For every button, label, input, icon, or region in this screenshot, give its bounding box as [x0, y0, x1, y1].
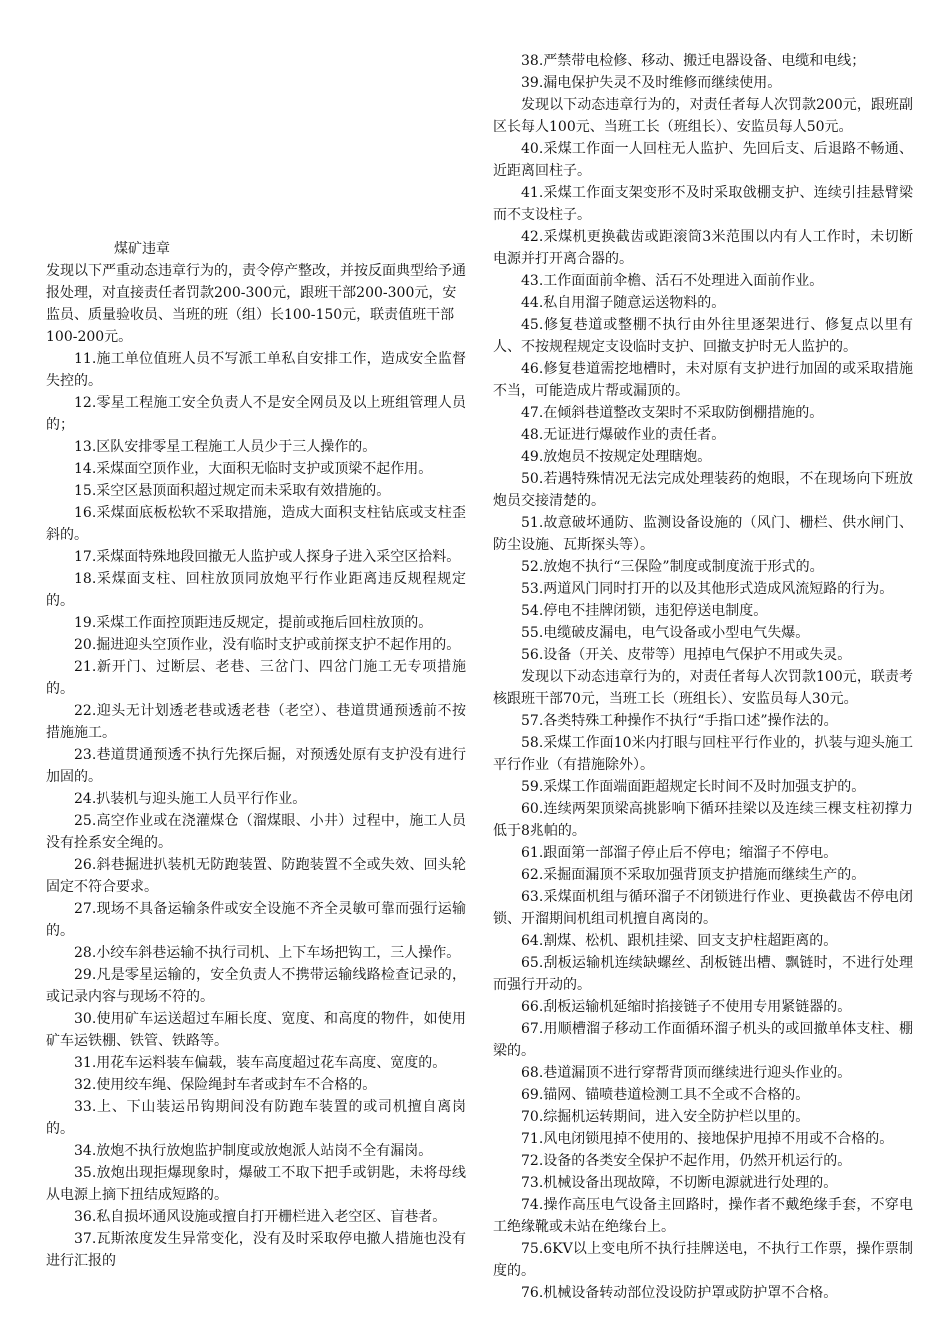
rule-item: 73.机械设备出现故障，不切断电源就进行处理的。 — [521, 1175, 838, 1191]
rule-item: 14.采煤面空顶作业，大面积无临时支护或顶梁不起作用。 — [74, 461, 433, 477]
rule-item: 28.小绞车斜巷运输不执行司机、上下车场把钩工，三人操作。 — [74, 945, 461, 961]
rule-item: 76.机械设备转动部位没设防护罩或防护罩不合格。 — [521, 1285, 838, 1301]
rule-item: 43.工作面面前伞檐、活石不处理进入面前作业。 — [521, 273, 824, 289]
left-column — [46, 238, 466, 1272]
document-title: 煤矿违章 — [114, 241, 170, 257]
rule-item: 62.采掘面漏顶不采取加强背顶支护措施而继续生产的。 — [521, 867, 866, 883]
rule-item: 65.刮板运输机连续缺螺丝、刮板链出槽、飘链时，不进行处理而强行开动的。 — [493, 955, 913, 993]
rule-item: 59.采煤工作面端面距超规定长时间不及时加强支护的。 — [521, 779, 866, 795]
rule-item: 30.使用矿车运送超过车厢长度、宽度、和高度的物件，如使用矿车运铁棚、铁管、铁路等。 — [46, 1011, 466, 1049]
left-item-list — [46, 348, 466, 1272]
rule-item: 47.在倾斜巷道整改支架时不采取防倒棚措施的。 — [521, 405, 824, 421]
rule-item: 20.掘进迎头空顶作业，没有临时支护或前探支护不起作用的。 — [74, 637, 461, 653]
rule-item: 63.采煤面机组与循环溜子不闭锁进行作业、更换截齿不停电闭锁、开溜期间机组司机擅自离岗的。 — [493, 889, 913, 927]
rule-item: 48.无证进行爆破作业的责任者。 — [521, 427, 726, 443]
rule-item: 69.锚网、锚喷巷道检测工具不全或不合格的。 — [521, 1087, 810, 1103]
rule-item: 37.瓦斯浓度发生异常变化，没有及时采取停电撤人措施也没有进行汇报的 — [46, 1231, 466, 1269]
rule-item: 34.放炮不执行放炮监护制度或放炮派人站岗不全有漏岗。 — [74, 1143, 433, 1159]
rule-item: 61.跟面第一部溜子停止后不停电；缩溜子不停电。 — [521, 845, 838, 861]
rule-item: 49.放炮员不按规定处理瞎炮。 — [521, 449, 712, 465]
rule-item: 25.高空作业或在浇灌煤仓（溜煤眼、小井）过程中，施工人员没有拴系安全绳的。 — [46, 813, 466, 851]
rule-item: 15.采空区悬顶面积超过规定而未采取有效措施的。 — [74, 483, 391, 499]
rule-item: 55.电缆破皮漏电，电气设备或小型电气失爆。 — [521, 625, 810, 641]
rule-item: 50.若遇特殊情况无法完成处理装药的炮眼，不在现场向下班放炮员交接清楚的。 — [493, 471, 913, 509]
rule-item: 40.采煤工作面一人回柱无人监护、先回后支、后退路不畅通、近距离回柱子。 — [493, 141, 913, 179]
rule-item: 19.采煤工作面控顶距违反规定，提前或拖后回柱放顶的。 — [74, 615, 433, 631]
rule-item: 22.迎头无计划透老巷或透老巷（老空）、巷道贯通预透前不按措施施工。 — [46, 703, 466, 741]
rule-item: 11.施工单位值班人员不写派工单私自安排工作，造成安全监督失控的。 — [46, 351, 466, 389]
rule-item: 46.修复巷道需挖地槽时，未对原有支护进行加固的或采取措施不当，可能造成片帮或漏顶的。 — [493, 361, 913, 399]
rule-item: 74.操作高压电气设备主回路时，操作者不戴绝缘手套，不穿电工绝缘靴或未站在绝缘台上。 — [493, 1197, 913, 1235]
rule-item: 70.综掘机运转期间，进入安全防护栏以里的。 — [521, 1109, 810, 1125]
rule-item: 51.故意破坏通防、监测设备设施的（风门、栅栏、供水闸门、防尘设施、瓦斯探头等）。 — [493, 515, 913, 553]
rule-item: 31.用花车运料装车偏载，装车高度超过花车高度、宽度的。 — [74, 1055, 447, 1071]
rule-item: 58.采煤工作面10米内打眼与回柱平行作业的，扒装与迎头施工平行作业（有措施除外）。 — [493, 735, 913, 773]
rule-item: 38.严禁带电检修、移动、搬迁电器设备、电缆和电线； — [521, 53, 866, 69]
rule-item: 23.巷道贯通预透不执行先探后掘，对预透处原有支护没有进行加固的。 — [46, 747, 466, 785]
rule-item: 45.修复巷道或整棚不执行由外往里逐架进行、修复点以里有人、不按规程规定支设临时支护、回撤支护时无人监护的。 — [493, 317, 913, 355]
rule-item: 42.采煤机更换截齿或距滚筒3米范围以内有人工作时，未切断电源并打开离合器的。 — [493, 229, 913, 267]
rule-item: 17.采煤面特殊地段回撤无人监护或人探身子进入采空区拾料。 — [74, 549, 461, 565]
rule-item: 12.零星工程施工安全负责人不是安全网员及以上班组管理人员的； — [46, 395, 466, 433]
rule-item: 53.两道风门同时打开的以及其他形式造成风流短路的行为。 — [521, 581, 894, 597]
rule-item: 57.各类特殊工种操作不执行“手指口述”操作法的。 — [521, 713, 838, 729]
rule-item: 24.扒装机与迎头施工人员平行作业。 — [74, 791, 307, 807]
rule-item: 13.区队安排零星工程施工人员少于三人操作的。 — [74, 439, 377, 455]
rule-item: 64.割煤、松机、跟机挂梁、回支支护柱超距离的。 — [521, 933, 838, 949]
rule-item: 21.新开门、过断层、老巷、三岔门、四岔门施工无专项措施的。 — [46, 659, 466, 697]
rule-item: 41.采煤工作面支架变形不及时采取戗棚支护、连续引挂悬臂梁而不支设柱子。 — [493, 185, 913, 223]
intro-paragraph: 发现以下严重动态违章行为的，责令停产整改，并按反面典型给予通报处理，对直接责任者罚款200-300元，跟班干部200-300元，安监员、质量验收员、当班的班（组）长100-150元，联责值班干部100-200元。 — [46, 263, 466, 345]
rule-item: 26.斜巷掘进扒装机无防跑装置、防跑装置不全或失效、回头轮固定不符合要求。 — [46, 857, 466, 895]
penalty-paragraph-200: 发现以下动态违章行为的，对责任者每人次罚款200元，跟班副区长每人100元、当班工长（班组长）、安监员每人50元。 — [493, 97, 913, 135]
rule-item: 66.刮板运输机延缩时掐接链子不使用专用紧链器的。 — [521, 999, 852, 1015]
rule-item: 52.放炮不执行“三保险”制度或制度流于形式的。 — [521, 559, 824, 575]
rule-item: 72.设备的各类安全保护不起作用，仍然开机运行的。 — [521, 1153, 852, 1169]
rule-item: 60.连续两架顶梁高挑影响下循环挂梁以及连续三棵支柱初撑力低于8兆帕的。 — [493, 801, 913, 839]
rule-item: 18.采煤面支柱、回柱放顶同放炮平行作业距离违反规程规定的。 — [46, 571, 466, 609]
rule-item: 16.采煤面底板松软不采取措施，造成大面积支柱钻底或支柱歪斜的。 — [46, 505, 466, 543]
rule-item: 67.用顺槽溜子移动工作面循环溜子机头的或回撤单体支柱、棚梁的。 — [493, 1021, 913, 1059]
rule-item: 32.使用绞车绳、保险绳封车者或封车不合格的。 — [74, 1077, 377, 1093]
rule-item: 29.凡是零星运输的，安全负责人不携带运输线路检查记录的，或记录内容与现场不符的。 — [46, 967, 466, 1005]
right-item-list-a — [493, 50, 913, 94]
right-column — [493, 50, 913, 1304]
right-item-list-c — [493, 710, 913, 1304]
rule-item: 33.上、下山装运吊钩期间没有防跑车装置的或司机擅自离岗的。 — [46, 1099, 466, 1137]
rule-item: 27.现场不具备运输条件或安全设施不齐全灵敏可靠而强行运输的。 — [46, 901, 466, 939]
rule-item: 35.放炮出现拒爆现象时，爆破工不取下把手或钥匙，未将母线从电源上摘下扭结成短路的。 — [46, 1165, 466, 1203]
rule-item: 44.私自用溜子随意运送物料的。 — [521, 295, 726, 311]
rule-item: 39.漏电保护失灵不及时维修而继续使用。 — [521, 75, 782, 91]
rule-item: 75.6KV以上变电所不执行挂牌送电，不执行工作票，操作票制度的。 — [493, 1241, 913, 1279]
rule-item: 36.私自损坏通风设施或擅自打开栅栏进入老空区、盲巷者。 — [74, 1209, 447, 1225]
rule-item: 56.设备（开关、皮带等）甩掉电气保护不用或失灵。 — [521, 647, 852, 663]
penalty-paragraph-100: 发现以下动态违章行为的，对责任者每人次罚款100元，联责考核跟班干部70元，当班工长（班组长）、安监员每人30元。 — [493, 669, 913, 707]
right-item-list-b — [493, 138, 913, 666]
rule-item: 71.风电闭锁甩掉不使用的、接地保护甩掉不用或不合格的。 — [521, 1131, 894, 1147]
rule-item: 54.停电不挂牌闭锁，违犯停送电制度。 — [521, 603, 768, 619]
rule-item: 68.巷道漏顶不进行穿帮背顶而继续进行迎头作业的。 — [521, 1065, 852, 1081]
